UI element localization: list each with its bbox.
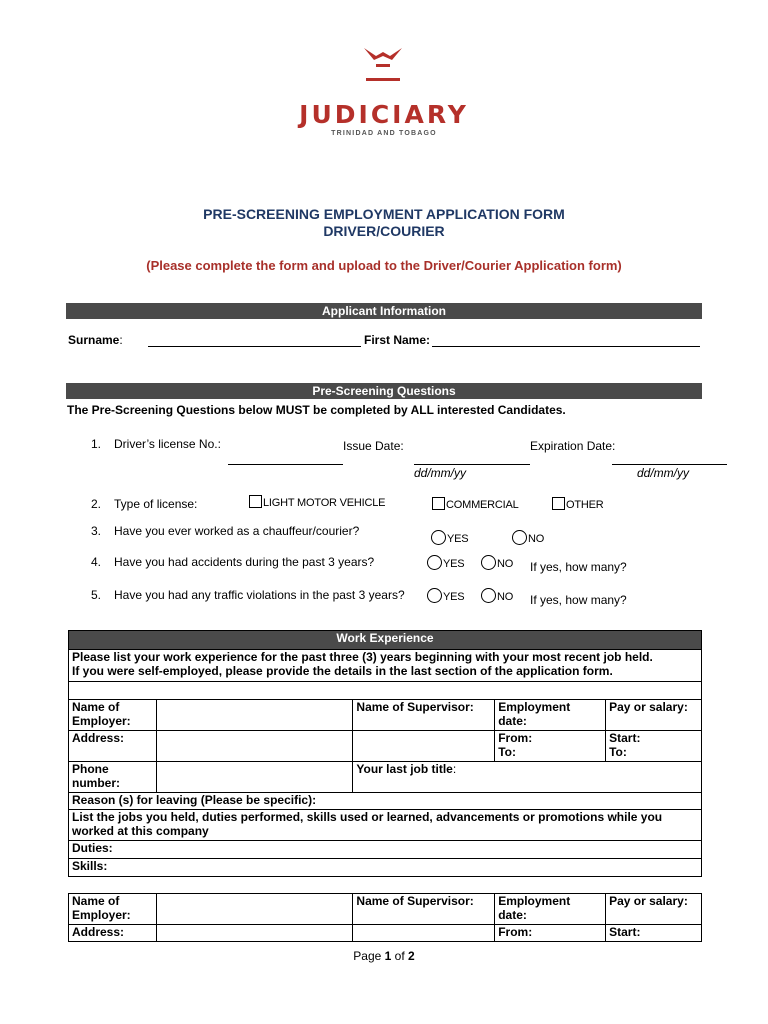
work-experience-table-2 — [68, 893, 702, 942]
issue-date-hint: dd/mm/yy — [414, 466, 467, 480]
skills-field[interactable]: Skills: — [69, 859, 702, 877]
radio-icon[interactable] — [481, 555, 496, 570]
phone-number-label: Phone number: — [69, 762, 157, 793]
surname-field[interactable] — [148, 346, 361, 347]
radio-icon[interactable] — [427, 588, 442, 603]
surname-label: Surname: — [68, 333, 123, 347]
issue-date-label: Issue Date: — [343, 439, 404, 453]
form-title: PRE-SCREENING EMPLOYMENT APPLICATION FORM — [203, 206, 565, 222]
checkbox-icon[interactable] — [249, 495, 262, 508]
license-number-field[interactable] — [228, 464, 343, 465]
prescreen-intro: The Pre-Screening Questions below MUST be completed by ALL interested Candidates. — [67, 403, 566, 417]
address-input[interactable] — [156, 925, 352, 942]
employment-date-label: Employment date: — [495, 700, 606, 731]
q4-yes-option[interactable]: YES — [427, 554, 464, 572]
address-input[interactable] — [156, 731, 352, 762]
supervisor-label: Name of Supervisor: — [353, 894, 495, 925]
pay-or-salary-label: Pay or salary: — [606, 700, 702, 731]
firstname-field[interactable] — [432, 346, 700, 347]
from-label[interactable]: From: — [495, 925, 606, 942]
q5-number: 5. — [91, 588, 102, 602]
q5-label: Have you had any traffic violations in the past 3 years? — [114, 588, 405, 602]
q4-followup: If yes, how many? — [530, 560, 627, 574]
employer-input[interactable] — [156, 894, 352, 925]
expiration-date-hint: dd/mm/yy — [637, 466, 690, 480]
address-label: Address: — [69, 925, 157, 942]
prescreen-header: Pre-Screening Questions — [66, 383, 702, 399]
q1-label: Driver’s license No.: — [114, 437, 221, 451]
q2-number: 2. — [91, 497, 102, 511]
q4-label: Have you had accidents during the past 3 years? — [114, 555, 375, 569]
q3-label: Have you ever worked as a chauffeur/courier? — [114, 524, 360, 538]
q5-no-option[interactable]: NO — [481, 587, 513, 605]
radio-icon[interactable] — [512, 530, 527, 545]
option-light-motor-vehicle[interactable]: LIGHT MOTOR VEHICLE — [249, 493, 385, 511]
name-of-employer-label: Name of Employer: — [69, 700, 157, 731]
pay-or-salary-label: Pay or salary: — [606, 894, 702, 925]
expiration-date-label: Expiration Date: — [530, 439, 616, 453]
employer-input[interactable] — [156, 700, 352, 731]
judiciary-logo-icon — [362, 44, 404, 86]
blank-row[interactable] — [69, 682, 702, 700]
duties-field[interactable]: Duties: — [69, 841, 702, 859]
supervisor-input[interactable] — [353, 731, 495, 762]
instruction-text: (Please complete the form and upload to the Driver/Courier Application form) — [146, 258, 622, 273]
radio-icon[interactable] — [427, 555, 442, 570]
list-jobs-instruction: List the jobs you held, duties performed, skills used or learned, advancements or promotions while you worked at this company — [69, 810, 702, 841]
q2-label: Type of license: — [114, 497, 198, 511]
issue-date-field[interactable] — [414, 464, 530, 465]
checkbox-icon[interactable] — [432, 497, 445, 510]
address-label: Address: — [69, 731, 157, 762]
q3-no-option[interactable]: NO — [512, 529, 544, 547]
q1-number: 1. — [91, 437, 102, 451]
phone-input[interactable] — [156, 762, 352, 793]
radio-icon[interactable] — [481, 588, 496, 603]
logo-subtitle: TRINIDAD AND TOBAGO — [331, 130, 437, 137]
form-subtitle: DRIVER/COURIER — [323, 223, 445, 239]
work-experience-header: Work Experience — [69, 631, 702, 650]
q5-followup: If yes, how many? — [530, 593, 627, 607]
supervisor-label: Name of Supervisor: — [353, 700, 495, 731]
checkbox-icon[interactable] — [552, 497, 565, 510]
logo-wordmark: JUDICIARY — [299, 100, 469, 129]
q3-number: 3. — [91, 524, 102, 538]
start-label[interactable]: Start: — [606, 925, 702, 942]
start-to-cell[interactable]: Start: To: — [606, 731, 702, 762]
name-of-employer-label: Name of Employer: — [69, 894, 157, 925]
q4-no-option[interactable]: NO — [481, 554, 513, 572]
option-commercial[interactable]: COMMERCIAL — [432, 495, 519, 513]
reasons-for-leaving[interactable]: Reason (s) for leaving (Please be specific): — [69, 793, 702, 810]
last-job-title-cell[interactable]: Your last job title: — [353, 762, 702, 793]
option-other[interactable]: OTHER — [552, 495, 604, 513]
employment-date-label: Employment date: — [495, 894, 606, 925]
page-indicator: Page 1 of 2 — [353, 949, 415, 963]
q5-yes-option[interactable]: YES — [427, 587, 464, 605]
work-experience-table — [68, 630, 702, 877]
expiration-date-field[interactable] — [612, 464, 727, 465]
applicant-info-header: Applicant Information — [66, 303, 702, 319]
q4-number: 4. — [91, 555, 102, 569]
from-to-cell[interactable]: From: To: — [495, 731, 606, 762]
q3-yes-option[interactable]: YES — [431, 529, 468, 547]
radio-icon[interactable] — [431, 530, 446, 545]
firstname-label: First Name: — [364, 333, 431, 347]
work-intro: Please list your work experience for the past three (3) years beginning with your most recent job held. If you were self-employed, please provide the details in the last section of the application form. — [69, 650, 702, 682]
supervisor-input[interactable] — [353, 925, 495, 942]
